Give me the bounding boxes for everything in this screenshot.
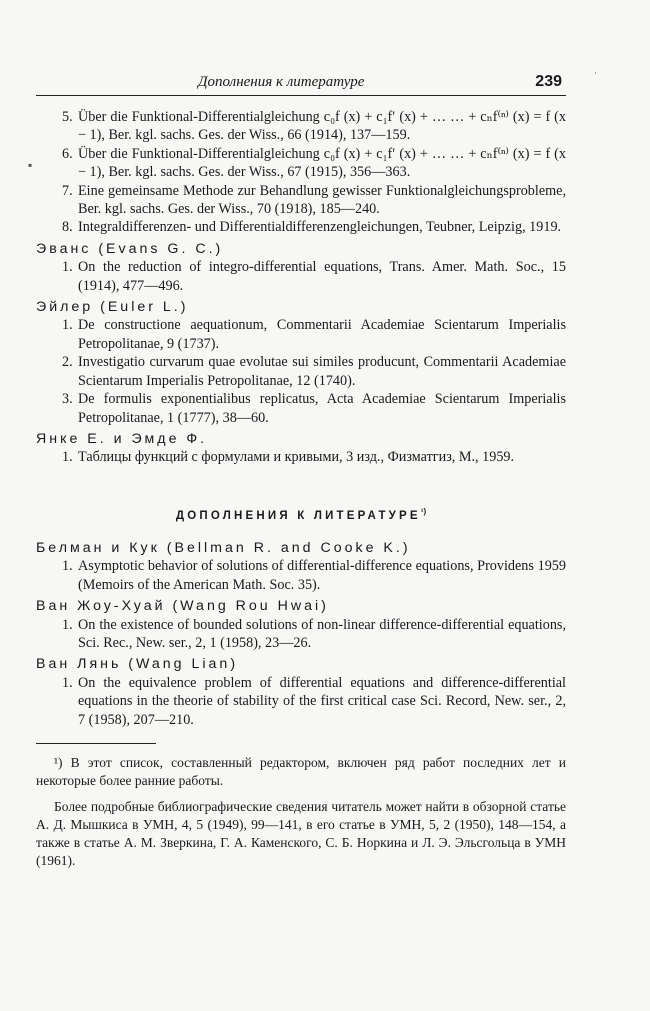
author-heading: Ван Жоу-Хуай (Wang Rou Hwai) (36, 598, 329, 615)
running-header (36, 73, 566, 96)
author-heading: Эванс (Evans G. C.) (36, 240, 224, 257)
footnote: Более подробные библиографические сведения читатель может найти в обзорной статье А. Д. Мышкиса в УМН, 4, 5 (1949), 99—141, в его статье в УМН, 5, 2 (1950), 148—154, а также в статье А. М. Зверкина, Г. А. Каменского, С. Б. Норкина и Л. Э. Эльсгольца в УМН (1961). (36, 799, 566, 869)
reference-item: 3. De formulis exponentialibus replicatus, Acta Academiae Scientarum Imperialis Petropolitanae, 1 (1777), 38—60. (62, 391, 566, 426)
section-title: ДОПОЛНЕНИЯ К $ЛИТЕРАТУРЕ^{^1)}$ (175, 506, 427, 522)
reference-item: 2. Investigatio curvarum quae evolutae sui similes producunt, Commentarii Academiae Scientarum Imperialis Petropolitanae, 12 (1740). (62, 354, 566, 389)
bibliography (36, 108, 566, 870)
reference-item: 1. Таблицы функций с формулами и кривыми, 3 изд., Физматгиз, М., 1959. (62, 449, 515, 466)
reference-item: 7. Eine gemeinsame Methode zur Behandlung gewisser Funktionalgleichungsprobleme, Ber. kgl. sachs. Ges. der Wiss., 70 (1918), 185—240. (62, 182, 566, 218)
reference-item: 1. On the existence of bounded solutions of non-linear difference-differential equations, Sci. Rec., New. ser., 2, 1 (1958), 23—26. (62, 616, 566, 651)
reference-item: 1. De constructione aequationum, Commentarii Academiae Scientarum Imperialis Petropolitanae, 9 (1737). (62, 317, 566, 352)
footnote: ¹) В этот список, составленный редактором, включен ряд работ последних лет и некоторые более ранние работы. (36, 755, 566, 789)
footnote-marker: ¹) (420, 506, 427, 516)
reference-item: 1. Asymptotic behavior of solutions of differential-difference equations, Providens 1959 (Memoirs of the American Math. Soc. 35). (62, 558, 566, 593)
running-title: Дополнения к литературе (198, 74, 365, 90)
margin-dot: ▪ (28, 158, 33, 172)
author-heading: Белман и Кук (Bellman R. and Cooke K.) (36, 539, 411, 556)
reference-item: 1. On the reduction of integro-differential equations, Trans. Amer. Math. Soc., 15 (1914), 477—496. (62, 259, 566, 294)
reference-list-continued (36, 108, 566, 237)
page-number: 239 (535, 73, 562, 90)
margin-dot: · (594, 68, 597, 78)
reference-item: 5. Über die Funktional-Differentialgleichung c₀f (x) + c₁f′ (x) + … … + cₙf⁽ⁿ⁾ (x) = f (x − 1), Ber. kgl. sachs. Ges. der Wiss., 66 (1914), 137—159. (62, 109, 566, 144)
author-heading: Эйлер (Euler L.) (36, 299, 189, 316)
author-heading: Янке Е. и Эмде Ф. (36, 430, 208, 447)
reference-item: 1. On the equivalence problem of differential equations and difference-differential equations in the theorie of stability of the first critical case Sci. Record, New. ser., 2, 7 (1958), 207—210. (62, 674, 566, 728)
reference-item: 8. Integraldifferenzen- und Differentialdifferenzengleichungen, Teubner, Leipzig, 1919. (62, 219, 562, 236)
footnote-rule (36, 743, 156, 744)
author-heading: Ван Лянь (Wang Lian) (36, 656, 239, 673)
reference-item: 6. Über die Funktional-Differentialgleichung c₀f (x) + c₁f′ (x) + … … + cₙf⁽ⁿ⁾ (x) = f (x − 1), Ber. kgl. sachs. Ges. der Wiss., 67 (1915), 356—363. (62, 145, 566, 181)
